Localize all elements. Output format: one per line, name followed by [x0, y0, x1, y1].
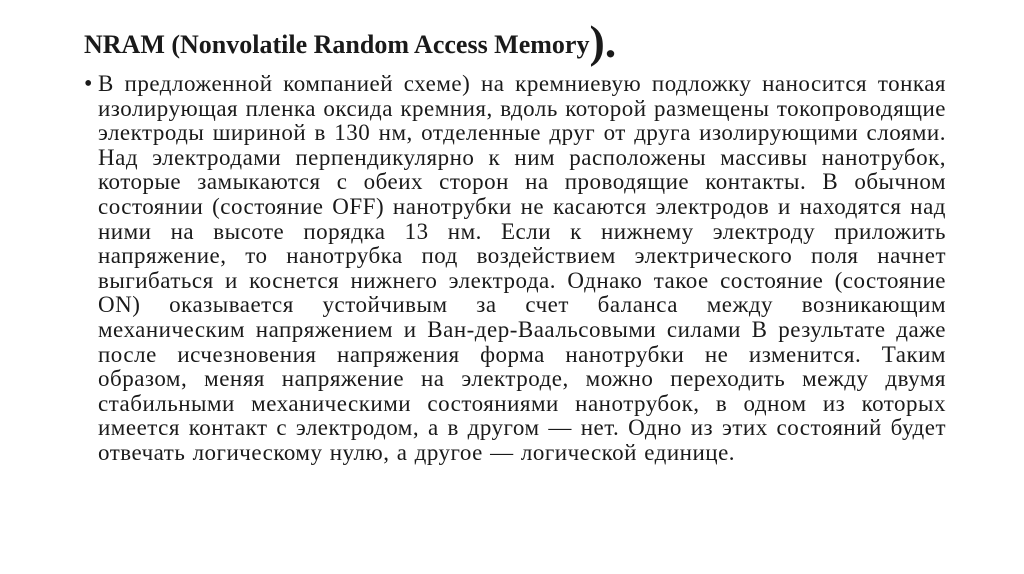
slide-title-text: NRAM (Nonvolatile Random Access Memory [84, 30, 590, 59]
bullet-list [84, 72, 946, 466]
slide-title [84, 16, 617, 67]
bullet-icon: • [84, 71, 93, 97]
title-period: . [604, 16, 617, 67]
title-closing-paren: ) [589, 16, 605, 67]
bullet-item [84, 72, 946, 466]
bullet-paragraph: В предложенной компанией схеме) на кремниевую подложку наносится тонкая изолирующая пленка оксида кремния, вдоль которой размещены токопроводящие электроды шириной в 130 нм, отделенные друг от друга изолирующими слоями. Над электродами перпендикулярно к ним расположены массивы нанотрубок, которые замыкаются с обеих сторон на проводящие контакты. В обычном состоянии (состояние OFF) нанотрубки не касаются электродов и находятся над ними на высоте порядка 13 нм. Если к нижнему электроду приложить напряжение, то нанотрубка под воздействием электрического поля начнет выгибаться и коснется нижнего электрода. Однако такое состояние (состояние ON) оказывается устойчивым за счет баланса между возникающим механическим напряжением и Ван-дер-Ваальсовыми силами В результате даже после исчезновения напряжения форма нанотрубки не изменится. Таким образом, меняя напряжение на электроде, можно переходить между двумя стабильными механическими состояниями нанотрубок, в одном из которых имеется контакт с электродом, а в другом — нет. Одно из этих состояний будет отвечать логическому нулю, а другое — логической единице. [98, 71, 946, 465]
